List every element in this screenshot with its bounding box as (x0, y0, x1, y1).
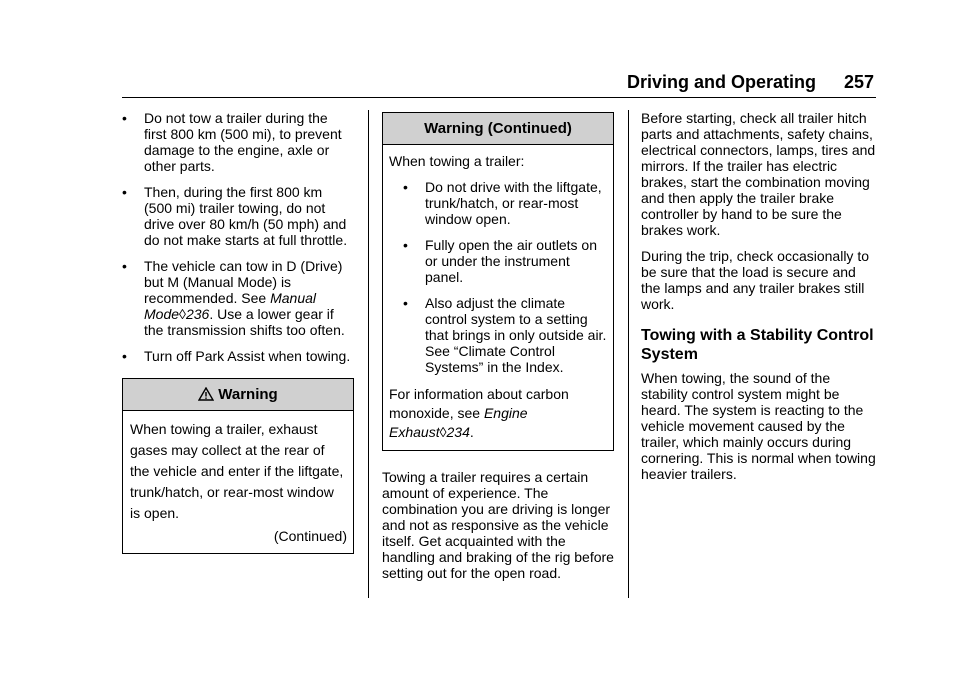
list-item (122, 258, 354, 338)
column-3 (641, 110, 876, 492)
list-item-text: Also adjust the climate control system to a setting that brings in only outside air. See “Climate Control Systems” in the Index. (425, 295, 607, 375)
warning-title: Warning (218, 386, 278, 403)
bullet-marker: • (122, 110, 127, 126)
section-title: Driving and Operating (626, 72, 816, 92)
warning-continued-box (382, 112, 614, 451)
column-divider-1 (368, 110, 369, 598)
body-paragraph: During the trip, check occasionally to be sure that the load is secure and the lamps and any trailer brakes still work. (641, 248, 869, 312)
list-item (403, 295, 607, 375)
list-item (403, 179, 607, 227)
list-item-text: Fully open the air outlets on or under the instrument panel. (425, 237, 597, 285)
warning-footer-tail: . (469, 424, 474, 440)
list-item-text: Do not tow a trailer during the first 800 km (500 mi), to prevent damage to the engine, axle or other parts. (144, 110, 342, 174)
cross-reference-link[interactable]: Engine Exhaust (389, 405, 528, 440)
body-paragraph: Before starting, check all trailer hitch parts and attachments, safety chains, electrical connectors, lamps, tires and mirrors. If the trailer has electric brakes, start the combination moving and then apply the trailer brake controller by hand to be sure the brakes work. (641, 110, 876, 238)
column-2 (382, 110, 614, 591)
warning-header (123, 379, 353, 411)
page-ref-icon: ◊ (439, 424, 447, 440)
body-paragraph: When towing, the sound of the stability control system might be heard. The system is reacting to the vehicle movement caused by the trailer, which mainly occurs during cornering. This is normal when towing heavier trailers. (641, 370, 876, 482)
section-heading: Towing with a Stability Control System (641, 327, 874, 363)
bullet-list (122, 110, 354, 364)
bullet-marker: • (122, 184, 127, 200)
list-item-text: Turn off Park Assist when towing. (144, 348, 351, 364)
body-paragraph: Towing a trailer requires a certain amount of experience. The combination you are driving is longer and not as responsive as the vehicle itself. Get acquainted with the handling and braking of the rig before setting out for the open road. (382, 469, 614, 581)
warning-continued-body (383, 145, 613, 450)
list-item (403, 237, 607, 285)
list-item-text: Then, during the first 800 km (500 mi) trailer towing, do not drive over 80 km/h (50 mph) and do not make starts at full throttle. (144, 184, 348, 248)
warning-footer-text: For information about carbon monoxide, see (389, 386, 569, 421)
warning-continued-header: Warning (Continued) (383, 113, 613, 145)
warning-footer (389, 385, 607, 442)
page-header (604, 70, 876, 96)
bullet-marker: • (403, 179, 408, 195)
warning-bullet-list (389, 179, 607, 375)
column-1 (122, 110, 354, 554)
header-rule (122, 97, 876, 98)
bullet-marker: • (122, 258, 127, 274)
cross-reference-link[interactable]: Manual Mode (144, 290, 316, 322)
list-item-text: Do not drive with the liftgate, trunk/hatch, or rear-most window open. (425, 179, 602, 227)
warning-triangle-icon (198, 387, 214, 401)
list-item (122, 184, 354, 248)
warning-intro: When towing a trailer: (389, 153, 525, 169)
bullet-marker: • (403, 295, 408, 311)
bullet-marker: • (122, 348, 127, 364)
continued-label: (Continued) (273, 528, 347, 544)
page-ref-number[interactable]: 236 (185, 306, 210, 322)
page-ref-number[interactable]: 234 (446, 424, 470, 440)
warning-box (122, 378, 354, 554)
page-number: 257 (843, 72, 874, 92)
column-divider-2 (628, 110, 629, 598)
page-ref-icon: ◊ (179, 306, 186, 322)
list-item (122, 348, 354, 364)
warning-body (123, 411, 353, 553)
warning-text: When towing a trailer, exhaust gases may collect at the rear of the vehicle and enter if the liftgate, trunk/hatch, or rear-most window is open. (130, 421, 344, 521)
list-item-text: The vehicle can tow in D (Drive) but M (Manual Mode) is recommended. See (144, 258, 343, 306)
bullet-marker: • (403, 237, 408, 253)
list-item (122, 110, 354, 174)
list-item-text-tail: . Use a lower gear if the transmission shifts too often. (144, 306, 345, 338)
